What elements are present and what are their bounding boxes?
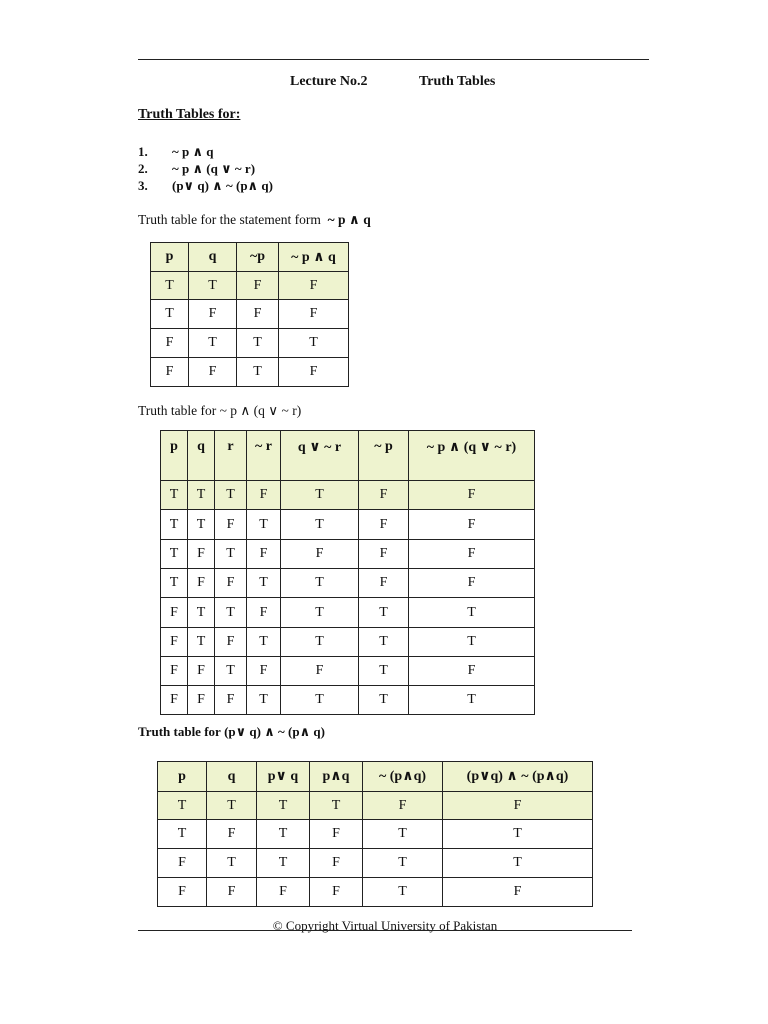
table-cell: F — [161, 598, 188, 628]
table-cell: F — [161, 628, 188, 657]
table-cell: T — [158, 792, 207, 820]
table-cell: T — [359, 628, 409, 657]
table-header-cell: ~ p ∧ (q ∨ ~ r) — [409, 431, 535, 481]
table-header-cell: q — [207, 762, 257, 792]
list-item-number: 1. — [138, 144, 148, 159]
table-cell: F — [215, 686, 247, 715]
table-cell: T — [363, 878, 443, 907]
table-header-cell: p — [158, 762, 207, 792]
table-cell: T — [281, 628, 359, 657]
table-cell: T — [188, 598, 215, 628]
table-header-cell: ~ p — [359, 431, 409, 481]
table-cell: T — [215, 598, 247, 628]
table-header-cell: ~p — [237, 243, 279, 272]
table-cell: F — [359, 569, 409, 598]
table-cell: F — [409, 540, 535, 569]
table-cell: T — [359, 598, 409, 628]
table-header-cell: q ∨ ~ r — [281, 431, 359, 481]
table-cell: T — [247, 686, 281, 715]
table-cell: T — [188, 481, 215, 510]
list-item-formula: ~ p ∧ (q ∨ ~ r) — [172, 161, 256, 176]
table-row — [161, 657, 535, 686]
table-header-cell: (p∨q) ∧ ~ (p∧q) — [443, 762, 593, 792]
table-cell: F — [215, 628, 247, 657]
table-row — [158, 820, 593, 849]
table-cell: T — [443, 820, 593, 849]
lecture-number: Lecture No.2 — [290, 74, 368, 89]
table-cell: T — [158, 820, 207, 849]
table-row — [151, 329, 349, 358]
truth-table-1 — [150, 242, 349, 387]
table-cell: T — [363, 820, 443, 849]
table-cell: T — [215, 540, 247, 569]
table-cell: T — [247, 510, 281, 540]
table-cell: F — [359, 481, 409, 510]
table-header-cell: ~ r — [247, 431, 281, 481]
table-cell: T — [257, 849, 310, 878]
table-cell: T — [188, 628, 215, 657]
table-cell: F — [359, 540, 409, 569]
table-cell: T — [281, 481, 359, 510]
table-header-cell: r — [215, 431, 247, 481]
table-cell: F — [237, 300, 279, 329]
table-cell: F — [310, 820, 363, 849]
list-item — [138, 143, 273, 160]
table-cell: F — [188, 569, 215, 598]
copyright-footer: © Copyright Virtual University of Pakistan — [272, 918, 498, 933]
table-cell: T — [310, 792, 363, 820]
table-cell: T — [247, 569, 281, 598]
table-row — [161, 481, 535, 510]
table-cell: T — [359, 657, 409, 686]
table-cell: T — [151, 272, 189, 300]
table-cell: T — [189, 272, 237, 300]
table-cell: F — [310, 849, 363, 878]
table-row — [161, 628, 535, 657]
table-cell: F — [257, 878, 310, 907]
table-cell: F — [158, 878, 207, 907]
table-cell: T — [363, 849, 443, 878]
table-cell: F — [363, 792, 443, 820]
table-row — [161, 686, 535, 715]
list-item — [138, 177, 273, 194]
table-row — [151, 358, 349, 387]
table-cell: F — [215, 510, 247, 540]
table-cell: F — [247, 540, 281, 569]
table-cell: T — [247, 628, 281, 657]
bottom-rule — [138, 930, 632, 931]
top-rule — [138, 59, 649, 60]
table-cell: T — [151, 300, 189, 329]
table-cell: T — [207, 792, 257, 820]
table-cell: T — [443, 849, 593, 878]
table-cell: T — [409, 686, 535, 715]
list-item-number: 2. — [138, 161, 148, 176]
table-cell: T — [281, 598, 359, 628]
table-cell: F — [279, 358, 349, 387]
list-item-formula: (p∨ q) ∧ ~ (p∧ q) — [172, 178, 273, 193]
table-cell: T — [409, 628, 535, 657]
table1-caption — [138, 212, 371, 228]
table3-caption-text: Truth table for — [138, 724, 221, 739]
table-cell: F — [189, 300, 237, 329]
list-item — [138, 160, 273, 177]
table-cell: T — [189, 329, 237, 358]
table-cell: F — [151, 358, 189, 387]
table-header-cell: p∨ q — [257, 762, 310, 792]
table-cell: T — [237, 358, 279, 387]
list-item-formula: ~ p ∧ q — [172, 144, 214, 159]
table-cell: T — [281, 569, 359, 598]
table-cell: F — [158, 849, 207, 878]
table-cell: F — [247, 657, 281, 686]
table-cell: T — [207, 849, 257, 878]
table-cell: F — [215, 569, 247, 598]
table-cell: T — [215, 657, 247, 686]
table-cell: T — [257, 820, 310, 849]
table-cell: T — [279, 329, 349, 358]
table-cell: F — [310, 878, 363, 907]
table-cell: F — [359, 510, 409, 540]
table1-caption-text: Truth table for the statement form — [138, 212, 321, 227]
table-header-row — [158, 762, 593, 792]
table-cell: F — [409, 481, 535, 510]
table-header-cell: q — [189, 243, 237, 272]
table-cell: T — [409, 598, 535, 628]
table-cell: T — [188, 510, 215, 540]
lecture-topic: Truth Tables — [419, 74, 496, 89]
table-cell: F — [207, 820, 257, 849]
table-row — [158, 878, 593, 907]
table-cell: T — [257, 792, 310, 820]
list-item-number: 3. — [138, 178, 148, 193]
table-header-row — [151, 243, 349, 272]
table-cell: F — [151, 329, 189, 358]
table-cell: T — [161, 481, 188, 510]
table-cell: F — [188, 686, 215, 715]
table-row — [161, 598, 535, 628]
table-cell: F — [409, 510, 535, 540]
table-cell: F — [281, 540, 359, 569]
truth-table-2 — [160, 430, 535, 715]
table-cell: T — [281, 686, 359, 715]
table-cell: F — [237, 272, 279, 300]
table-cell: F — [443, 792, 593, 820]
table-header-cell: p∧q — [310, 762, 363, 792]
table-cell: T — [359, 686, 409, 715]
table-cell: F — [279, 300, 349, 329]
table-header-row — [161, 431, 535, 481]
table-cell: T — [161, 510, 188, 540]
table-cell: T — [215, 481, 247, 510]
table-cell: F — [247, 481, 281, 510]
table-header-cell: ~ p ∧ q — [279, 243, 349, 272]
table2-caption: Truth table for ~ p ∧ (q ∨ ~ r) — [138, 403, 302, 418]
table-row — [158, 849, 593, 878]
table-row — [161, 569, 535, 598]
table-header-cell: q — [188, 431, 215, 481]
table-cell: T — [161, 540, 188, 569]
table-cell: F — [161, 657, 188, 686]
table-cell: F — [409, 569, 535, 598]
table3-caption — [138, 724, 325, 740]
table3-caption-formula: (p∨ q) ∧ ~ (p∧ q) — [224, 724, 325, 739]
table-cell: T — [237, 329, 279, 358]
table-cell: F — [279, 272, 349, 300]
table-cell: F — [188, 657, 215, 686]
table-cell: T — [161, 569, 188, 598]
table1-caption-formula: ~ p ∧ q — [327, 212, 371, 227]
table-row — [151, 300, 349, 329]
formula-list — [138, 143, 273, 194]
table-cell: F — [188, 540, 215, 569]
table-cell: F — [161, 686, 188, 715]
table-cell: F — [247, 598, 281, 628]
table-header-cell: p — [161, 431, 188, 481]
table-row — [161, 510, 535, 540]
section-title: Truth Tables for: — [138, 107, 241, 122]
table-row — [151, 272, 349, 300]
table-cell: F — [189, 358, 237, 387]
table-row — [161, 540, 535, 569]
table-cell: F — [281, 657, 359, 686]
table-header-cell: ~ (p∧q) — [363, 762, 443, 792]
table-row — [158, 792, 593, 820]
table-cell: F — [409, 657, 535, 686]
table-cell: T — [281, 510, 359, 540]
table-cell: F — [443, 878, 593, 907]
truth-table-3 — [157, 761, 593, 907]
table-cell: F — [207, 878, 257, 907]
table-header-cell: p — [151, 243, 189, 272]
